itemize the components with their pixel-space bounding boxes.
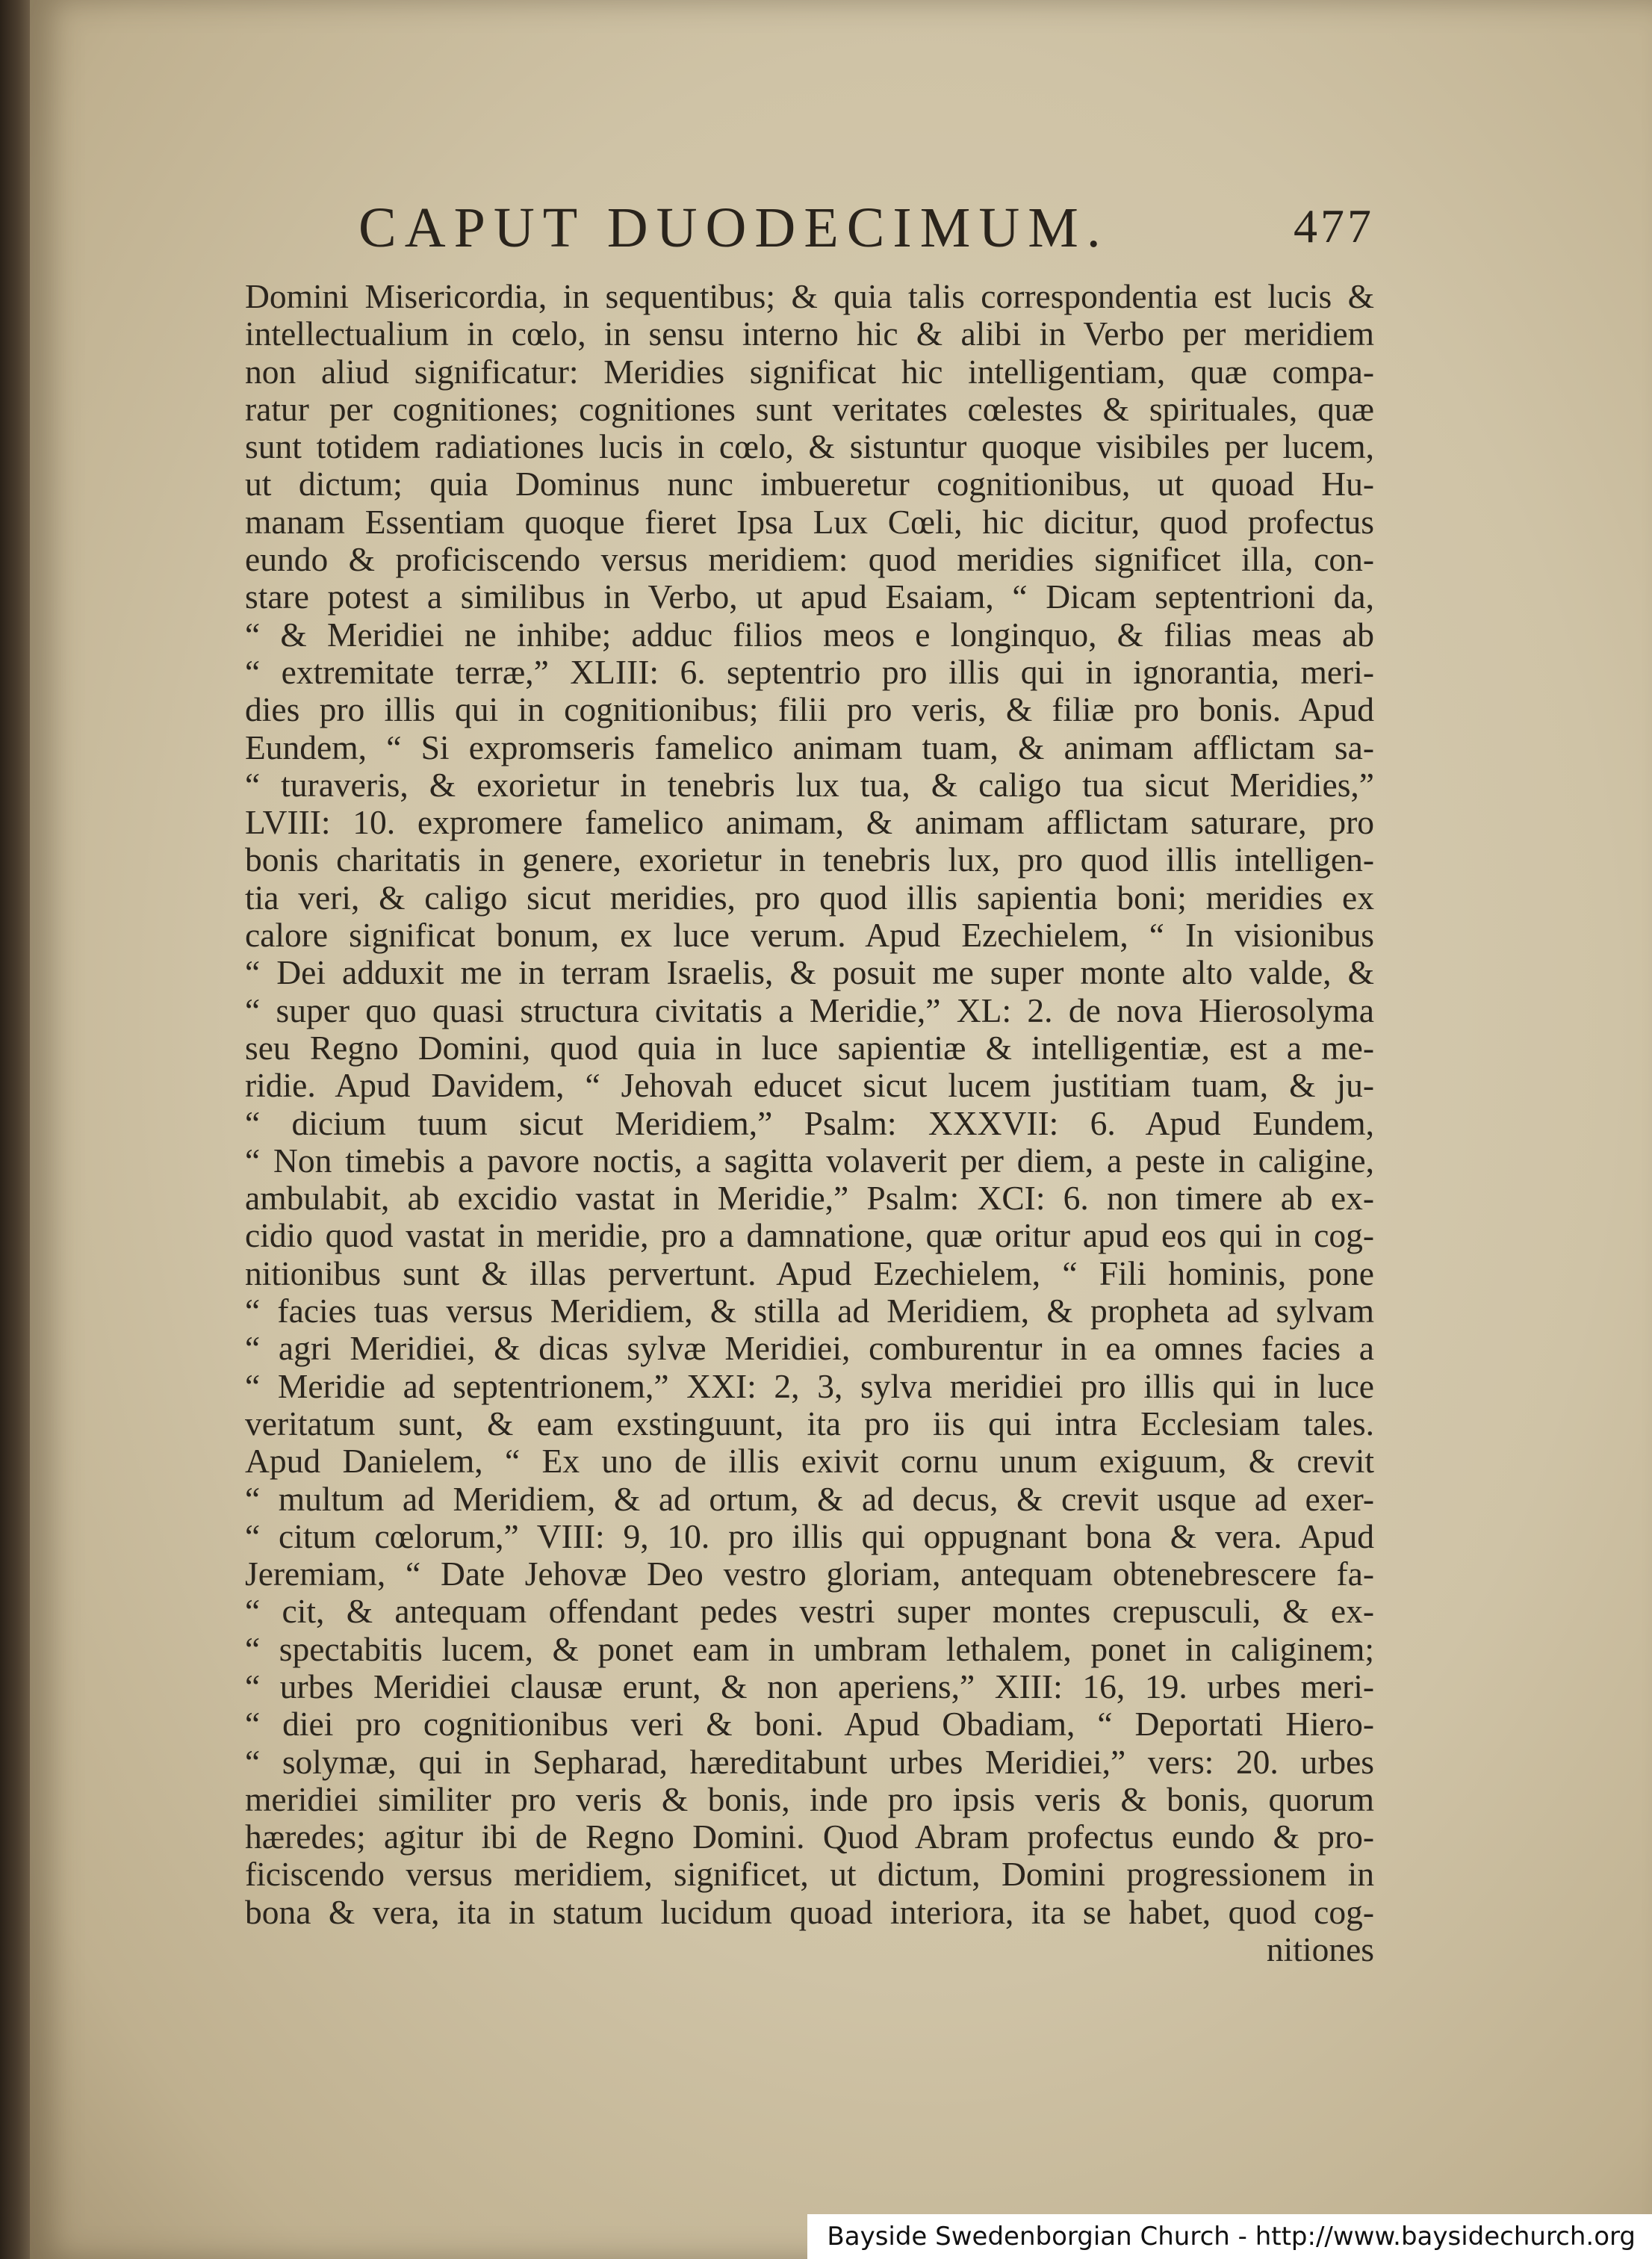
running-title: CAPUT DUODECIMUM. (358, 196, 1109, 259)
body-text (245, 278, 1374, 1968)
text-line: meridiei similiter pro veris & bonis, inde pro ipsis veris & bonis, quorum (245, 1779, 1374, 1818)
text-line: nitiones (1266, 1930, 1374, 1969)
text-line: “ spectabitis lucem, & ponet eam in umbram lethalem, ponet in caliginem; (245, 1629, 1374, 1668)
text-line: eundo & proficiscendo versus meridiem: quod meridies significet illa, con- (245, 540, 1374, 579)
text-line: “ solymæ, qui in Sepharad, hæreditabunt urbes Meridiei,” vers: 20. urbes (245, 1742, 1374, 1781)
text-line: ratur per cognitiones; cognitiones sunt veritates cœlestes & spirituales, quæ (245, 389, 1374, 428)
text-line: “ cit, & antequam offendant pedes vestri super montes crepusculi, & ex- (245, 1592, 1374, 1631)
text-line: Jeremiam, “ Date Jehovæ Deo vestro gloriam, antequam obtenebrescere fa- (245, 1555, 1374, 1593)
text-line: bona & vera, ita in statum lucidum quoad interiora, ita se habet, quod cog- (245, 1892, 1374, 1931)
text-line: “ & Meridiei ne inhibe; adduc filios meos e longinquo, & filias meas ab (245, 615, 1374, 654)
text-line: stare potest a similibus in Verbo, ut apud Esaiam, “ Dicam septentrioni da, (245, 577, 1374, 616)
text-line: “ dicium tuum sicut Meridiem,” Psalm: XXXVII: 6. Apud Eundem, (245, 1103, 1374, 1142)
text-line: hæredes; agitur ibi de Regno Domini. Quod Abram profectus eundo & pro- (245, 1818, 1374, 1856)
text-line: seu Regno Domini, quod quia in luce sapientiæ & intelligentiæ, est a me- (245, 1028, 1374, 1067)
text-line: cidio quod vastat in meridie, pro a damnatione, quæ oritur apud eos qui in cog- (245, 1216, 1374, 1255)
text-line: nitionibus sunt & illas pervertunt. Apud Ezechielem, “ Fili hominis, pone (245, 1254, 1374, 1292)
text-line: intellectualium in cœlo, in sensu interno hic & alibi in Verbo per meridiem (245, 314, 1374, 353)
text-line: Domini Misericordia, in sequentibus; & quia talis correspondentia est lucis & (245, 277, 1374, 315)
text-line: Eundem, “ Si expromseris famelico animam tuam, & animam afflictam sa- (245, 728, 1374, 766)
text-line: “ extremitate terræ,” XLIII: 6. septentrio pro illis qui in ignorantia, meri- (245, 652, 1374, 691)
text-line: ambulabit, ab excidio vastat in Meridie,” Psalm: XCI: 6. non timere ab ex- (245, 1179, 1374, 1218)
text-line: “ Non timebis a pavore noctis, a sagitta volaverit per diem, a peste in caligine, (245, 1141, 1374, 1180)
text-line: tia veri, & caligo sicut meridies, pro quod illis sapientia boni; meridies ex (245, 878, 1374, 917)
text-line: non aliud significatur: Meridies significat hic intelligentiam, quæ compa- (245, 352, 1374, 391)
text-line: “ urbes Meridiei clausæ erunt, & non aperiens,” XIII: 16, 19. urbes meri- (245, 1667, 1374, 1705)
text-line: Apud Danielem, “ Ex uno de illis exivit cornu unum exiguum, & crevit (245, 1442, 1374, 1481)
text-line: bonis charitatis in genere, exorietur in tenebris lux, pro quod illis intelligen- (245, 840, 1374, 879)
text-line: dies pro illis qui in cognitionibus; filii pro veris, & filiæ pro bonis. Apud (245, 690, 1374, 729)
text-line: “ super quo quasi structura civitatis a Meridie,” XL: 2. de nova Hierosolyma (245, 991, 1374, 1029)
text-line: manam Essentiam quoque fieret Ipsa Lux Cœli, hic dicitur, quod profectus (245, 502, 1374, 541)
text-line: LVIII: 10. expromere famelico animam, & animam afflictam saturare, pro (245, 803, 1374, 842)
book-page (30, 0, 1652, 2259)
text-line: “ Meridie ad septentrionem,” XXI: 2, 3, sylva meridiei pro illis qui in luce (245, 1366, 1374, 1405)
footer-credit: Bayside Swedenborgian Church - http://www.baysidechurch.org (807, 2214, 1652, 2259)
text-line: ut dictum; quia Dominus nunc imbueretur cognitionibus, ut quoad Hu- (245, 465, 1374, 503)
text-line: veritatum sunt, & eam exstinguunt, ita pro iis qui intra Ecclesiam tales. (245, 1404, 1374, 1443)
text-line: “ turaveris, & exorietur in tenebris lux tua, & caligo tua sicut Meridies,” (245, 765, 1374, 804)
text-line: “ citum cœlorum,” VIII: 9, 10. pro illis qui oppugnant bona & vera. Apud (245, 1516, 1374, 1555)
text-line: “ facies tuas versus Meridiem, & stilla ad Meridiem, & propheta ad sylvam (245, 1292, 1374, 1330)
text-line: “ Dei adduxit me in terram Israelis, & posuit me super monte alto valde, & (245, 953, 1374, 992)
text-line: “ diei pro cognitionibus veri & boni. Apud Obadiam, “ Deportati Hiero- (245, 1705, 1374, 1744)
text-line: sunt totidem radiationes lucis in cœlo, & sistuntur quoque visibiles per lucem, (245, 427, 1374, 466)
page-number: 477 (1294, 199, 1374, 252)
text-line: “ agri Meridiei, & dicas sylvæ Meridiei, comburentur in ea omnes facies a (245, 1329, 1374, 1368)
text-line: calore significat bonum, ex luce verum. Apud Ezechielem, “ In visionibus (245, 916, 1374, 955)
text-line: ridie. Apud Davidem, “ Jehovah educet sicut lucem justitiam tuam, & ju- (245, 1066, 1374, 1105)
text-line: “ multum ad Meridiem, & ad ortum, & ad decus, & crevit usque ad exer- (245, 1479, 1374, 1518)
page-header (358, 196, 1374, 263)
text-line: ficiscendo versus meridiem, significet, ut dictum, Domini progressionem in (245, 1855, 1374, 1894)
